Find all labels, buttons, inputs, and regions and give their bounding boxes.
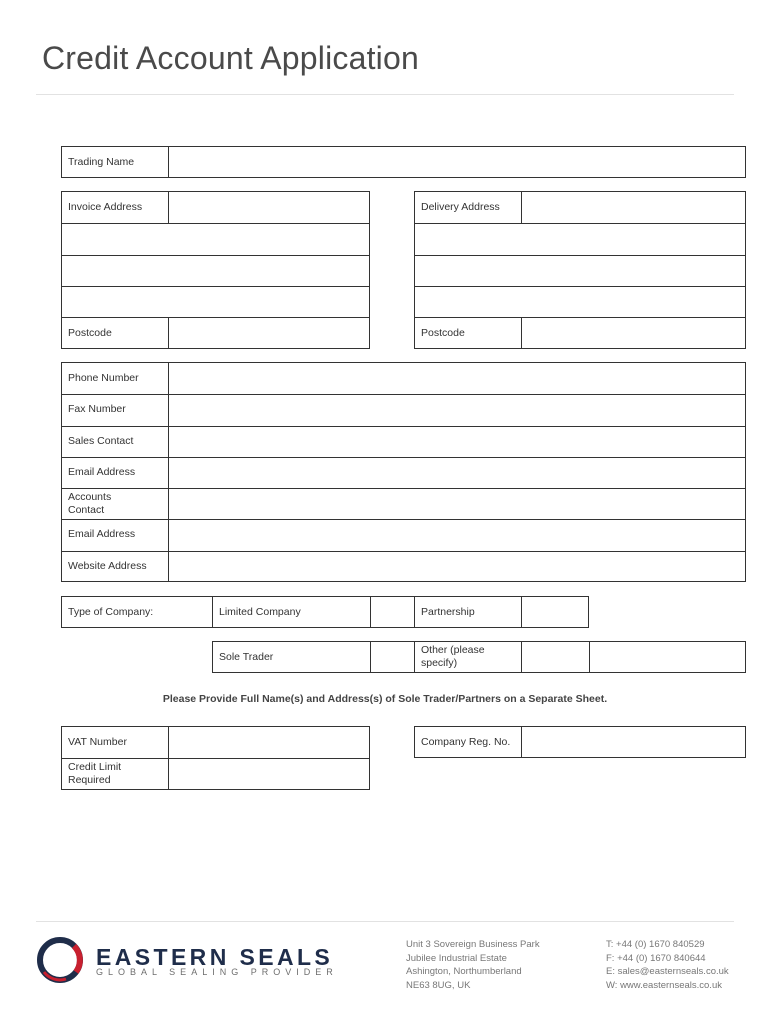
phone-label: Phone Number: [68, 372, 139, 384]
phone-line: T: +44 (0) 1670 840529: [606, 939, 705, 950]
delivery-address-label: Delivery Address: [421, 201, 500, 213]
title-divider: [36, 94, 734, 95]
website-link[interactable]: W: www.easternseals.co.uk: [606, 979, 722, 991]
other-specify-field[interactable]: [589, 642, 745, 672]
page-title: Credit Account Application: [42, 40, 419, 76]
phone-field[interactable]: [168, 363, 745, 394]
delivery-address-field-3[interactable]: [415, 255, 745, 286]
accounts-contact-label: Accounts Contact: [68, 490, 112, 516]
invoice-address-field-3[interactable]: [62, 255, 369, 286]
trading-name-field[interactable]: [168, 147, 745, 177]
invoice-postcode-field[interactable]: [168, 317, 369, 348]
invoice-address-field-2[interactable]: [62, 223, 369, 254]
company-reg-label: Company Reg. No.: [421, 735, 511, 748]
fax-line: F: +44 (0) 1670 840644: [606, 952, 706, 964]
limited-company-checkbox[interactable]: [370, 597, 414, 627]
brand-name: EASTERN SEALS: [96, 944, 334, 970]
invoice-address-label: Invoice Address: [68, 201, 143, 213]
trading-name-label: Trading Name: [68, 155, 135, 168]
accounts-contact-field[interactable]: [168, 488, 745, 519]
fax-label: Fax Number: [68, 403, 126, 415]
sales-contact-label: Sales Contact: [68, 435, 134, 447]
website-label: Website Address: [68, 560, 147, 572]
eastern-seals-logo-icon: [36, 936, 84, 984]
invoice-postcode-label: Postcode: [68, 326, 112, 339]
partnership-label: Partnership: [421, 605, 475, 618]
accounts-email-label: Email Address: [68, 528, 136, 540]
sole-trader-label: Sole Trader: [219, 650, 274, 663]
sales-contact-field[interactable]: [168, 426, 745, 457]
delivery-address-field-4[interactable]: [415, 286, 745, 317]
footer-contact: [606, 938, 729, 992]
delivery-postcode-label: Postcode: [421, 326, 465, 339]
footer-divider: [36, 921, 734, 922]
website-field[interactable]: [168, 551, 745, 581]
accounts-email-field[interactable]: [168, 519, 745, 550]
address-line: Ashington, Northumberland: [406, 966, 522, 977]
partnership-checkbox[interactable]: [521, 597, 588, 627]
type-of-company-label: Type of Company:: [68, 605, 154, 618]
invoice-address-field-1[interactable]: [168, 192, 369, 223]
email-link[interactable]: E: sales@easternseals.co.uk: [606, 966, 729, 977]
email-label: Email Address: [68, 466, 136, 478]
footer-address: [406, 938, 540, 992]
delivery-address-field-1[interactable]: [521, 192, 745, 223]
email-field[interactable]: [168, 457, 745, 488]
separate-sheet-note: Please Provide Full Name(s) and Address(s) of Sole Trader/Partners on a Separate Sheet.: [162, 693, 608, 705]
address-line: Unit 3 Sovereign Business Park: [406, 939, 540, 950]
credit-limit-label: Credit Limit Required: [68, 760, 122, 786]
address-line: Jubilee Industrial Estate: [406, 952, 507, 964]
other-checkbox[interactable]: [521, 642, 588, 672]
vat-number-field[interactable]: [168, 727, 369, 757]
invoice-address-field-4[interactable]: [62, 286, 369, 317]
address-line: NE63 8UG, UK: [406, 979, 471, 991]
fax-field[interactable]: [168, 394, 745, 425]
delivery-address-field-2[interactable]: [415, 223, 745, 254]
sole-trader-checkbox[interactable]: [370, 642, 414, 672]
delivery-postcode-field[interactable]: [521, 317, 745, 348]
credit-limit-field[interactable]: [168, 758, 369, 789]
brand-tagline: GLOBAL SEALING PROVIDER: [96, 967, 338, 977]
limited-company-label: Limited Company: [219, 605, 301, 618]
company-reg-field[interactable]: [521, 727, 745, 757]
vat-number-label: VAT Number: [68, 736, 127, 748]
other-label: Other (please specify): [421, 644, 485, 669]
